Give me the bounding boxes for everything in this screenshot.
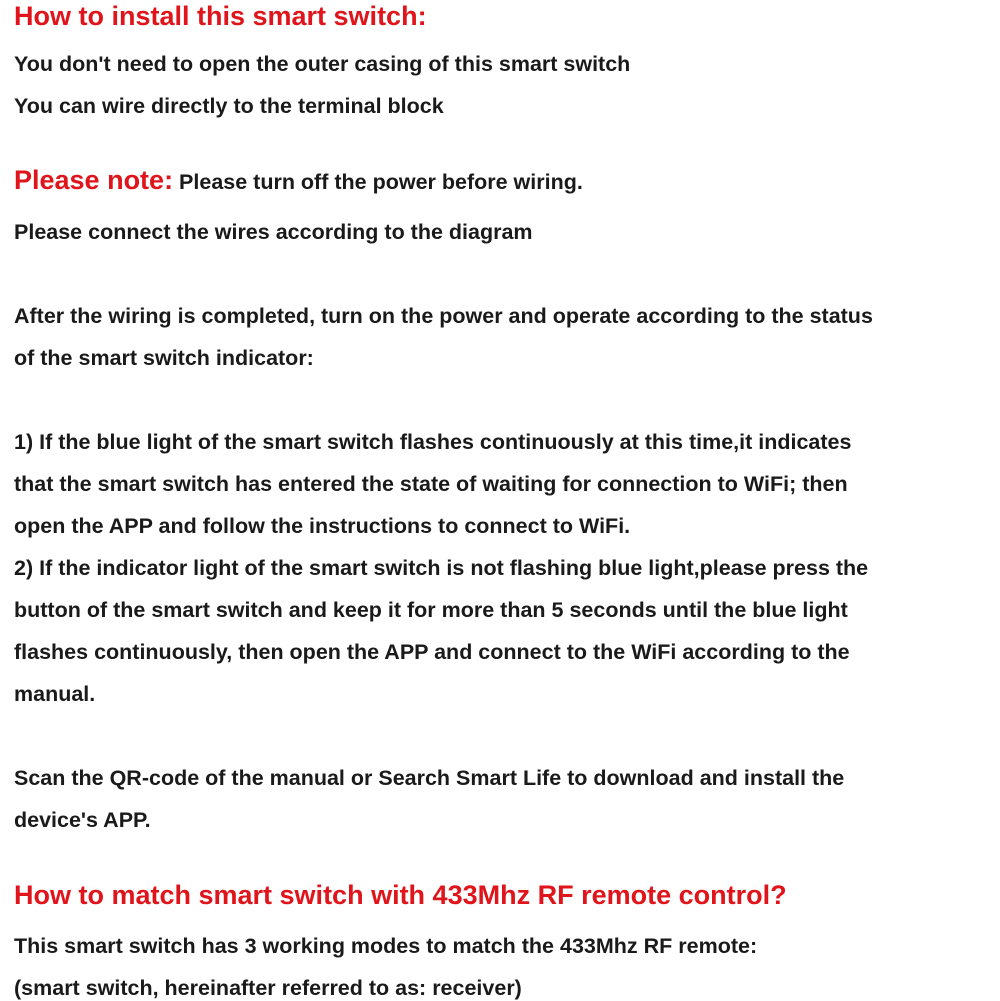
rf-line-2: (smart switch, hereinafter referred to as: receiver) <box>14 976 522 1000</box>
step-2-line-3: flashes continuously, then open the APP and connect to the WiFi according to the <box>14 640 850 664</box>
after-wiring-line-1: After the wiring is completed, turn on the power and operate according to the status <box>14 304 873 328</box>
scan-line-1: Scan the QR-code of the manual or Search Smart Life to download and install the <box>14 766 845 790</box>
step-1-line-2: that the smart switch has entered the state of waiting for connection to WiFi; then <box>14 472 848 496</box>
install-line-1: You don't need to open the outer casing of this smart switch <box>14 52 631 76</box>
after-wiring-line-2: of the smart switch indicator: <box>14 346 314 370</box>
install-heading: How to install this smart switch: <box>14 1 427 31</box>
note-label: Please note: <box>14 165 174 195</box>
scan-line-2: device's APP. <box>14 808 151 832</box>
step-1-line-3: open the APP and follow the instructions to connect to WiFi. <box>14 514 631 538</box>
rf-heading: How to match smart switch with 433Mhz RF remote control? <box>14 880 787 910</box>
note-text: Please turn off the power before wiring. <box>179 170 583 194</box>
note-line <box>14 167 583 195</box>
step-1-line-1: 1) If the blue light of the smart switch flashes continuously at this time,it indicates <box>14 430 852 454</box>
step-2-line-2: button of the smart switch and keep it for more than 5 seconds until the blue light <box>14 598 848 622</box>
step-2-line-4: manual. <box>14 682 96 706</box>
note-line-2: Please connect the wires according to the diagram <box>14 220 533 244</box>
step-2-line-1: 2) If the indicator light of the smart switch is not flashing blue light,please press the <box>14 556 869 580</box>
rf-line-1: This smart switch has 3 working modes to match the 433Mhz RF remote: <box>14 934 758 958</box>
install-line-2: You can wire directly to the terminal block <box>14 94 444 118</box>
